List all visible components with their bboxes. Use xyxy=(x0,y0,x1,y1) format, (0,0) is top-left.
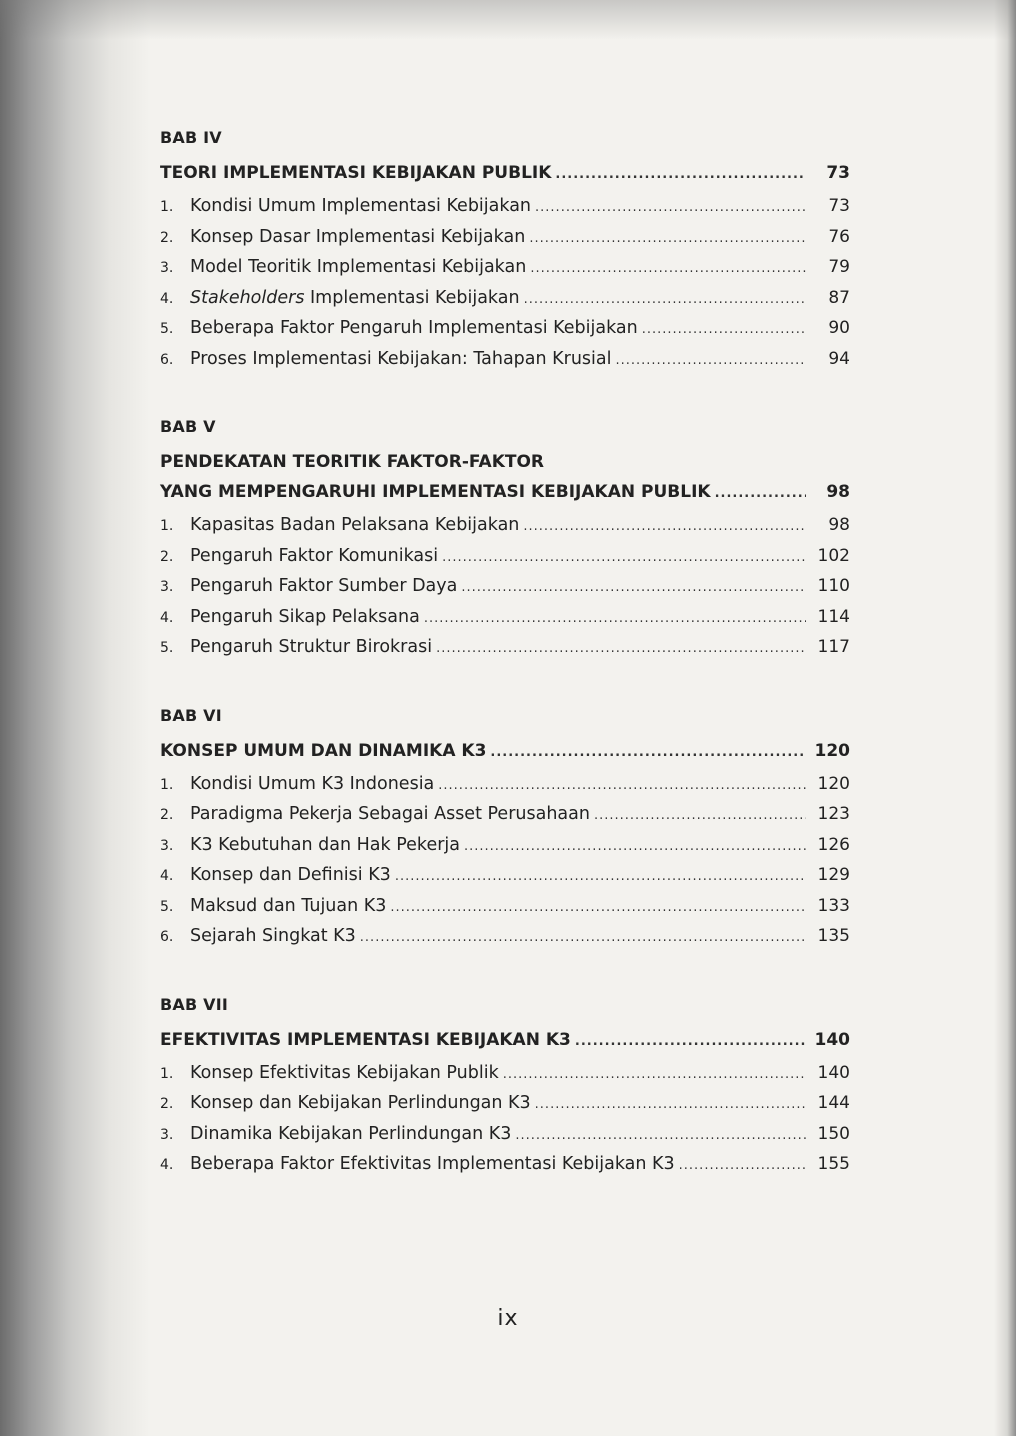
entry-number: 5. xyxy=(160,640,174,656)
dot-leader xyxy=(461,580,806,595)
entry-page: 117 xyxy=(817,637,850,657)
entry-page: 90 xyxy=(828,318,850,338)
dot-leader xyxy=(424,611,806,626)
toc-entry xyxy=(160,926,850,957)
entry-number: 4. xyxy=(160,290,174,307)
top-shadow xyxy=(0,0,1016,40)
dot-leader xyxy=(436,641,806,656)
entry-page: 126 xyxy=(817,834,850,855)
entry-page: 76 xyxy=(828,226,850,247)
chapter-page: 73 xyxy=(826,163,850,183)
toc-entry xyxy=(160,896,850,927)
dot-leader xyxy=(503,1067,806,1082)
entry-page: 150 xyxy=(817,1123,850,1144)
entry-number: 5. xyxy=(160,898,174,915)
dot-leader xyxy=(515,1128,806,1143)
toc-entry xyxy=(160,835,850,866)
entry-number: 2. xyxy=(160,548,174,565)
entry-number: 1. xyxy=(160,776,174,793)
table-of-contents xyxy=(160,128,850,1223)
entry-page: 73 xyxy=(828,196,850,216)
toc-chapter xyxy=(160,706,850,957)
toc-entry xyxy=(160,196,850,227)
entry-label: Beberapa Faktor Pengaruh Implementasi Kebijakan xyxy=(190,318,638,338)
chapter-title: TEORI IMPLEMENTASI KEBIJAKAN PUBLIK xyxy=(160,163,552,183)
dot-leader xyxy=(442,550,806,565)
entry-number: 3. xyxy=(160,1126,174,1143)
dot-leader xyxy=(594,808,806,823)
entry-number: 4. xyxy=(160,1157,174,1173)
toc-entry xyxy=(160,288,850,319)
chapter-title: KONSEP UMUM DAN DINAMIKA K3 xyxy=(160,740,487,761)
entry-label: Model Teoritik Implementasi Kebijakan xyxy=(190,257,527,277)
entry-number: 1. xyxy=(160,199,174,215)
toc-entry xyxy=(160,257,850,288)
toc-entry xyxy=(160,865,850,896)
dot-leader xyxy=(535,1097,806,1112)
toc-entry xyxy=(160,546,850,577)
dot-leader xyxy=(360,930,806,945)
dot-leader xyxy=(524,292,806,307)
dot-leader xyxy=(642,322,806,337)
chapter-page: 98 xyxy=(826,482,850,502)
entry-label: Paradigma Pekerja Sebagai Asset Perusahaan xyxy=(190,804,590,824)
dot-leader xyxy=(464,839,806,854)
chapter-label: BAB VI xyxy=(160,705,222,725)
entry-label: Konsep dan Kebijakan Perlindungan K3 xyxy=(190,1093,531,1113)
dot-leader xyxy=(438,778,806,793)
entry-page: 155 xyxy=(817,1154,850,1174)
chapter-label: BAB V xyxy=(160,417,216,436)
entry-label: Konsep Dasar Implementasi Kebijakan xyxy=(190,226,526,247)
dot-leader xyxy=(390,900,806,915)
toc-entry xyxy=(160,804,850,835)
entry-number: 1. xyxy=(160,1065,174,1082)
chapter-title: YANG MEMPENGARUHI IMPLEMENTASI KEBIJAKAN PUBLIK xyxy=(160,482,711,502)
toc-chapter xyxy=(160,417,850,668)
entry-number: 1. xyxy=(160,518,174,534)
dot-leader xyxy=(535,200,806,215)
toc-entry xyxy=(160,1063,850,1094)
toc-entry xyxy=(160,227,850,258)
dot-leader xyxy=(530,261,806,276)
entry-label: K3 Kebutuhan dan Hak Pekerja xyxy=(190,834,460,855)
entry-label: Konsep Efektivitas Kebijakan Publik xyxy=(190,1062,499,1083)
entry-number: 3. xyxy=(160,579,174,595)
entry-label: Proses Implementasi Kebijakan: Tahapan Krusial xyxy=(190,348,612,369)
dot-leader xyxy=(575,1034,806,1049)
toc-entry xyxy=(160,1154,850,1185)
entry-number: 2. xyxy=(160,229,174,246)
entry-label: Maksud dan Tujuan K3 xyxy=(190,895,387,916)
chapter-title-row xyxy=(160,482,850,515)
entry-number: 6. xyxy=(160,351,174,368)
entry-label: Dinamika Kebijakan Perlindungan K3 xyxy=(190,1123,512,1144)
dot-leader xyxy=(679,1158,806,1173)
dot-leader xyxy=(715,486,806,501)
entry-label: Pengaruh Faktor Sumber Daya xyxy=(190,576,458,596)
toc-entry xyxy=(160,576,850,607)
entry-label: Beberapa Faktor Efektivitas Implementasi Kebijakan K3 xyxy=(190,1154,675,1174)
entry-number: 4. xyxy=(160,609,174,626)
toc-entry xyxy=(160,637,850,668)
entry-page: 110 xyxy=(817,576,850,596)
toc-entry xyxy=(160,515,850,546)
toc-entry xyxy=(160,607,850,638)
entry-label: Kapasitas Badan Pelaksana Kebijakan xyxy=(190,515,520,535)
chapter-title-line: PENDEKATAN TEORITIK FAKTOR-FAKTOR xyxy=(160,452,545,472)
entry-page: 102 xyxy=(817,545,850,566)
toc-entry xyxy=(160,1093,850,1124)
dot-leader xyxy=(490,745,806,760)
entry-page: 79 xyxy=(828,257,850,277)
chapter-page: 120 xyxy=(814,740,850,761)
entry-label: Kondisi Umum Implementasi Kebijakan xyxy=(190,196,532,216)
dot-leader xyxy=(395,869,806,884)
chapter-title-row xyxy=(160,163,850,196)
entry-label: Pengaruh Struktur Birokrasi xyxy=(190,637,433,657)
entry-page: 140 xyxy=(817,1062,850,1083)
entry-page: 98 xyxy=(828,515,850,535)
dot-leader xyxy=(615,353,806,368)
dot-leader xyxy=(555,167,806,182)
toc-entry xyxy=(160,318,850,349)
chapter-label: BAB IV xyxy=(160,128,222,147)
dot-leader xyxy=(523,519,806,534)
entry-number: 3. xyxy=(160,260,174,276)
entry-label-italic: Stakeholders xyxy=(190,287,305,308)
entry-page: 94 xyxy=(828,348,850,369)
entry-page: 120 xyxy=(817,773,850,794)
entry-number: 2. xyxy=(160,807,174,823)
entry-page: 123 xyxy=(817,804,850,824)
toc-chapter xyxy=(160,128,850,379)
entry-label xyxy=(190,288,520,308)
chapter-title-row xyxy=(160,1030,850,1063)
entry-number: 6. xyxy=(160,929,174,945)
toc-chapter xyxy=(160,995,850,1185)
toc-entry xyxy=(160,1124,850,1155)
entry-number: 2. xyxy=(160,1096,174,1112)
entry-label: Pengaruh Faktor Komunikasi xyxy=(190,545,439,566)
chapter-title-row xyxy=(160,741,850,774)
chapter-page: 140 xyxy=(814,1029,850,1050)
chapter-title: EFEKTIVITAS IMPLEMENTASI KEBIJAKAN K3 xyxy=(160,1029,571,1050)
entry-label: Pengaruh Sikap Pelaksana xyxy=(190,606,420,627)
toc-entry xyxy=(160,774,850,805)
entry-page: 114 xyxy=(817,606,850,627)
entry-number: 3. xyxy=(160,837,174,854)
entry-number: 4. xyxy=(160,868,174,884)
entry-page: 87 xyxy=(828,287,850,308)
entry-page: 135 xyxy=(817,926,850,946)
entry-page: 144 xyxy=(817,1093,850,1113)
entry-label-rest: Implementasi Kebijakan xyxy=(304,287,520,308)
dot-leader xyxy=(529,231,806,246)
entry-label: Konsep dan Definisi K3 xyxy=(190,865,391,885)
entry-number: 5. xyxy=(160,321,174,337)
chapter-label: BAB VII xyxy=(160,994,229,1014)
entry-page: 133 xyxy=(817,895,850,916)
entry-label: Kondisi Umum K3 Indonesia xyxy=(190,773,435,794)
entry-label: Sejarah Singkat K3 xyxy=(190,926,356,946)
entry-page: 129 xyxy=(817,865,850,885)
toc-entry xyxy=(160,349,850,380)
page-number: ix xyxy=(497,1306,519,1331)
book-spine-shadow xyxy=(0,0,150,1436)
page-edge-shadow xyxy=(994,0,1016,1436)
